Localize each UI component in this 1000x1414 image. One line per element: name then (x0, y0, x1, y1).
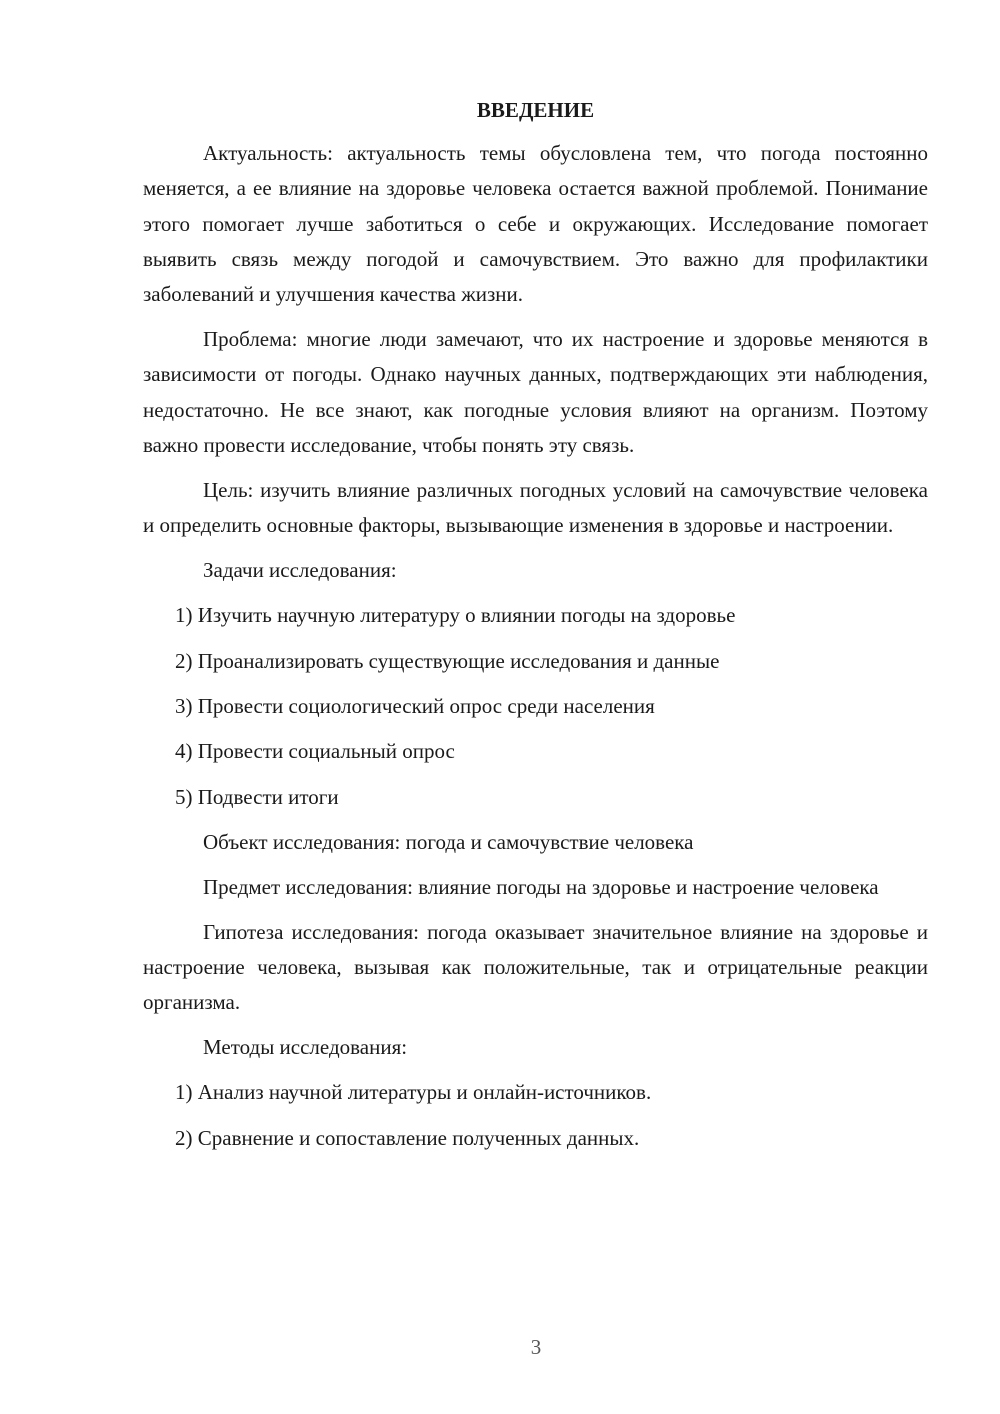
task-item: 2) Проанализировать существующие исследования и данные (175, 648, 720, 673)
tasks-heading: Задачи исследования: (203, 558, 397, 583)
hypothesis-paragraph: Гипотеза исследования: погода оказывает значительное влияние на здоровье и настроение человека, вызывая как положительные, так и отрицательные реакции организма. (143, 919, 928, 1015)
task-item: 5) Подвести итоги (175, 784, 339, 809)
method-item: 2) Сравнение и сопоставление полученных данных. (175, 1125, 640, 1150)
problem-paragraph: Проблема: многие люди замечают, что их настроение и здоровье меняются в зависимости от погоды. Однако научных данных, подтверждающих эти наблюдения, недостаточно. Не все знают, как погодные условия влияют на организм. Поэтому важно провести исследование, чтобы понять эту связь. (143, 327, 928, 458)
relevance-paragraph: Актуальность: актуальность темы обусловлена тем, что погода постоянно меняется, а ее влияние на здоровье человека остается важной проблемой. Понимание этого помогает лучше заботиться о себе и окружающих. Исследование помогает выявить связь между погодой и самочувствием. Это важно для профилактики заболеваний и улучшения качества жизни. (143, 141, 928, 307)
method-item: 1) Анализ научной литературы и онлайн-источников. (175, 1080, 652, 1105)
goal-paragraph: Цель: изучить влияние различных погодных условий на самочувствие человека и определить основные факторы, вызывающие изменения в здоровье и настроении. (143, 478, 928, 538)
page-content (143, 94, 928, 1166)
methods-heading: Методы исследования: (203, 1035, 408, 1060)
task-item: 4) Провести социальный опрос (175, 739, 455, 764)
object-line: Объект исследования: погода и самочувствие человека (203, 829, 694, 854)
page-number: 3 (530, 1335, 542, 1359)
task-item: 1) Изучить научную литературу о влиянии погоды на здоровье (175, 603, 736, 628)
task-item: 3) Провести социологический опрос среди населения (175, 693, 655, 718)
subject-paragraph: Предмет исследования: влияние погоды на здоровье и настроение человека (203, 874, 879, 899)
section-title: ВВЕДЕНИЕ (476, 98, 595, 122)
